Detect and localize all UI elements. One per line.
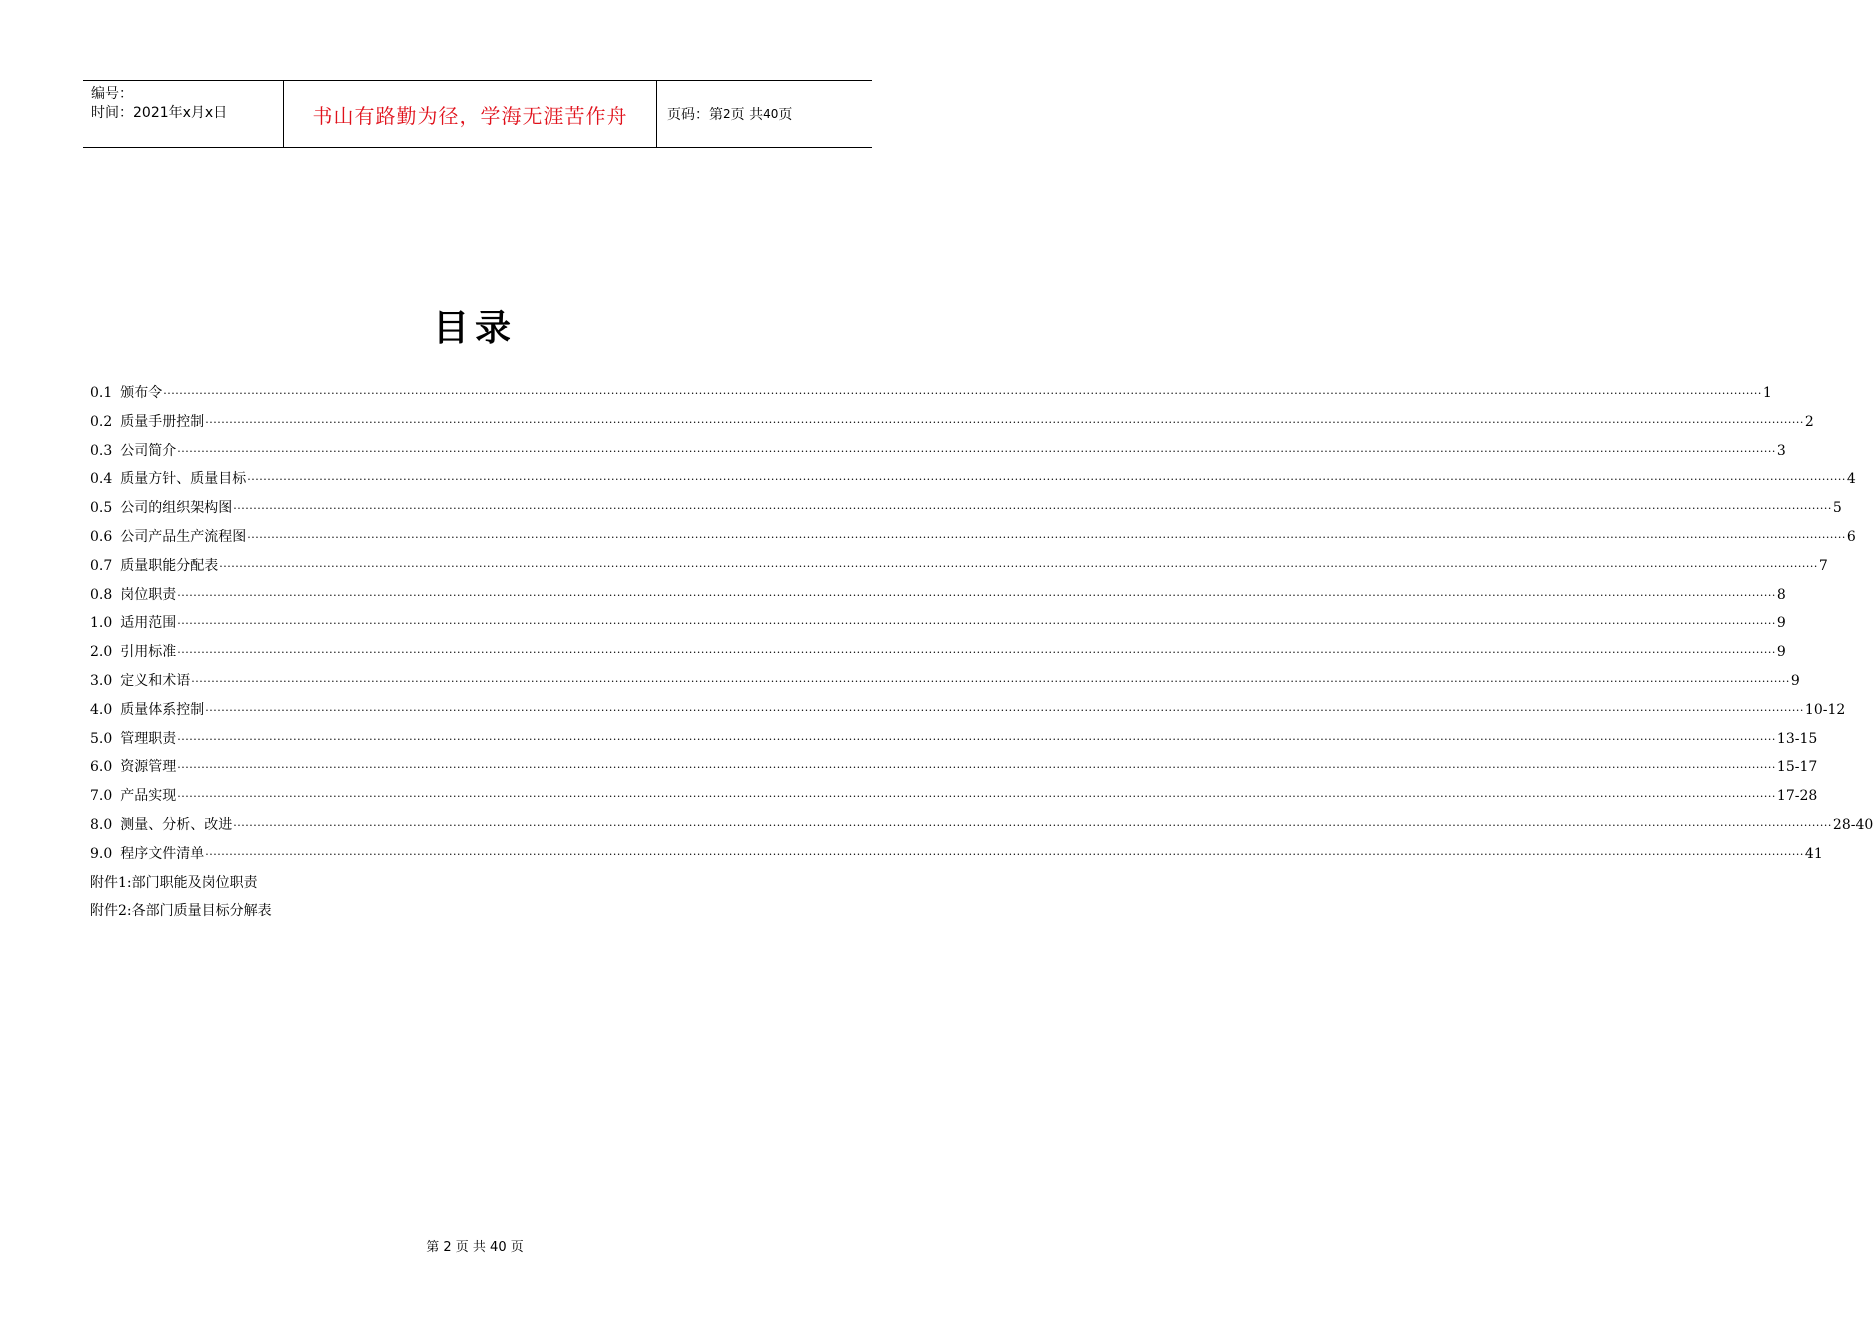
page-header bbox=[83, 80, 872, 148]
toc-dot-leader: ················································································································································································································································································································································································································ bbox=[219, 559, 1818, 573]
toc-entry-number: 0.8 bbox=[90, 586, 113, 603]
toc-entry[interactable] bbox=[90, 612, 1786, 641]
toc-entry[interactable] bbox=[90, 382, 1772, 411]
toc-dot-leader: ················································································································································································································································································································································································································ bbox=[177, 617, 1776, 631]
toc-entry-number: 0.3 bbox=[90, 442, 113, 459]
toc-entry-number: 8.0 bbox=[90, 816, 113, 833]
toc-entry-number: 0.6 bbox=[90, 528, 113, 545]
toc-dot-leader: ················································································································································································································································································································································································································ bbox=[205, 703, 1804, 717]
toc-appendix-label: 附件2:各部门质量目标分解表 bbox=[90, 903, 272, 920]
page-footer: 第 2 页 共 40 页 bbox=[426, 1240, 524, 1255]
toc-entry-page: 9 bbox=[1776, 615, 1786, 632]
toc-entry-page: 10-12 bbox=[1804, 701, 1846, 718]
toc-entry-title: 适用范围 bbox=[120, 615, 177, 632]
toc-dot-leader: ················································································································································································································································································································································································································ bbox=[205, 847, 1804, 861]
toc-entry[interactable] bbox=[90, 584, 1786, 613]
toc-entry-number: 2.0 bbox=[90, 644, 113, 661]
toc-entry-number: 7.0 bbox=[90, 788, 113, 805]
toc-entry-number: 9.0 bbox=[90, 845, 113, 862]
toc-entry[interactable] bbox=[90, 728, 1818, 757]
toc-entry[interactable] bbox=[90, 756, 1818, 785]
toc-entry[interactable] bbox=[90, 670, 1800, 699]
toc-entry[interactable] bbox=[90, 440, 1786, 469]
toc-title: 目录 bbox=[432, 308, 517, 349]
toc-entry-page: 13-15 bbox=[1776, 730, 1818, 747]
toc-entry-title: 颁布令 bbox=[120, 385, 163, 401]
toc-entry-page: 6 bbox=[1846, 528, 1856, 545]
toc-entry[interactable] bbox=[90, 555, 1828, 584]
toc-entry-title: 资源管理 bbox=[120, 759, 177, 776]
toc-entry-title: 质量手册控制 bbox=[120, 413, 205, 430]
toc-entry-page: 5 bbox=[1832, 500, 1842, 517]
toc-dot-leader: ················································································································································································································································································································································································································ bbox=[247, 530, 1846, 544]
page-current: 2 bbox=[723, 107, 731, 121]
toc-entry-title: 质量体系控制 bbox=[120, 701, 205, 718]
toc-entry-page: 17-28 bbox=[1776, 788, 1818, 805]
toc-entry-number: 0.4 bbox=[90, 471, 113, 488]
toc-entry-number: 6.0 bbox=[90, 759, 113, 776]
toc-dot-leader: ················································································································································································································································································································································································································ bbox=[233, 502, 1832, 516]
toc-entry-page: 15-17 bbox=[1776, 759, 1818, 776]
page-prefix: 页码：第 bbox=[667, 107, 723, 123]
toc-appendix-label: 附件1:部门职能及岗位职责 bbox=[90, 874, 258, 891]
document-time-label: 时间：2021年x月x日 bbox=[91, 105, 228, 121]
toc-dot-leader: ················································································································································································································································································································································································································ bbox=[205, 415, 1804, 429]
page-suffix: 页 bbox=[778, 107, 793, 123]
toc-entry-page: 8 bbox=[1776, 586, 1786, 603]
toc-entry-title: 引用标准 bbox=[120, 644, 177, 661]
toc-entry[interactable] bbox=[90, 526, 1856, 555]
toc-entry-page: 41 bbox=[1804, 845, 1823, 862]
toc-dot-leader: ················································································································································································································································································································································································································ bbox=[177, 790, 1776, 804]
toc-entry-page: 7 bbox=[1818, 557, 1828, 574]
toc-entry-title: 定义和术语 bbox=[120, 672, 191, 689]
toc-entry-title: 管理职责 bbox=[120, 730, 177, 747]
toc-appendix[interactable] bbox=[90, 900, 860, 929]
header-page-info bbox=[657, 81, 872, 147]
toc-entry-page: 2 bbox=[1804, 413, 1814, 430]
toc-dot-leader: ················································································································································································································································································································································································································ bbox=[177, 588, 1776, 602]
toc-entry[interactable] bbox=[90, 699, 1846, 728]
header-motto: 书山有路勤为径，学海无涯苦作舟 bbox=[284, 81, 657, 147]
toc-entry[interactable] bbox=[90, 843, 1823, 872]
toc-entry-number: 0.7 bbox=[90, 557, 113, 574]
toc-entry-title: 公司的组织架构图 bbox=[120, 500, 233, 517]
toc-entry-number: 0.5 bbox=[90, 500, 113, 517]
page-middle: 页 共 bbox=[730, 107, 764, 123]
toc-entry-title: 程序文件清单 bbox=[120, 845, 205, 862]
toc-entry-page: 4 bbox=[1846, 471, 1856, 488]
toc-entry[interactable] bbox=[90, 814, 1873, 843]
toc-entry-title: 测量、分析、改进 bbox=[120, 816, 233, 833]
toc-dot-leader: ················································································································································································································································································································································································································ bbox=[247, 473, 1846, 487]
toc-dot-leader: ················································································································································································································································································································································································································ bbox=[177, 732, 1776, 746]
document-number-label: 编号： bbox=[91, 86, 133, 102]
toc-entry-page: 28-40 bbox=[1832, 816, 1873, 833]
toc-entry[interactable] bbox=[90, 641, 1786, 670]
toc-entry-title: 质量方针、质量目标 bbox=[120, 471, 247, 488]
toc-entry[interactable] bbox=[90, 468, 1856, 497]
toc-entry-number: 5.0 bbox=[90, 730, 113, 747]
toc-dot-leader: ················································································································································································································································································································································································································ bbox=[177, 444, 1776, 458]
toc-dot-leader: ················································································································································································································································································································································································································ bbox=[191, 674, 1790, 688]
toc-entry-page: 3 bbox=[1776, 442, 1786, 459]
toc-entry-number: 1.0 bbox=[90, 615, 113, 632]
toc-entry-page: 9 bbox=[1776, 644, 1786, 661]
toc-entry-title: 公司产品生产流程图 bbox=[120, 528, 247, 545]
toc-entry-page: 9 bbox=[1790, 672, 1800, 689]
toc-dot-leader: ················································································································································································································································································································································································································ bbox=[163, 387, 1762, 400]
toc-entry[interactable] bbox=[90, 497, 1842, 526]
toc-dot-leader: ················································································································································································································································································································································································································ bbox=[177, 646, 1776, 660]
toc-entry-title: 岗位职责 bbox=[120, 586, 177, 603]
toc-entry-title: 质量职能分配表 bbox=[120, 557, 219, 574]
toc-entry[interactable] bbox=[90, 785, 1818, 814]
toc-appendix[interactable] bbox=[90, 872, 860, 901]
table-of-contents bbox=[90, 382, 1873, 929]
page-total: 40 bbox=[763, 107, 779, 121]
toc-dot-leader: ················································································································································································································································································································································································································ bbox=[233, 818, 1832, 832]
toc-entry-number: 0.2 bbox=[90, 413, 113, 430]
toc-dot-leader: ················································································································································································································································································································································································································ bbox=[177, 761, 1776, 775]
toc-entry-title: 公司简介 bbox=[120, 442, 177, 459]
header-meta bbox=[83, 81, 284, 147]
toc-entry-title: 产品实现 bbox=[120, 788, 177, 805]
toc-entry-number: 3.0 bbox=[90, 672, 113, 689]
toc-entry[interactable] bbox=[90, 411, 1814, 440]
toc-entry-number: 0.1 bbox=[90, 385, 113, 401]
toc-entry-page: 1 bbox=[1762, 385, 1772, 401]
toc-entry-number: 4.0 bbox=[90, 701, 113, 718]
